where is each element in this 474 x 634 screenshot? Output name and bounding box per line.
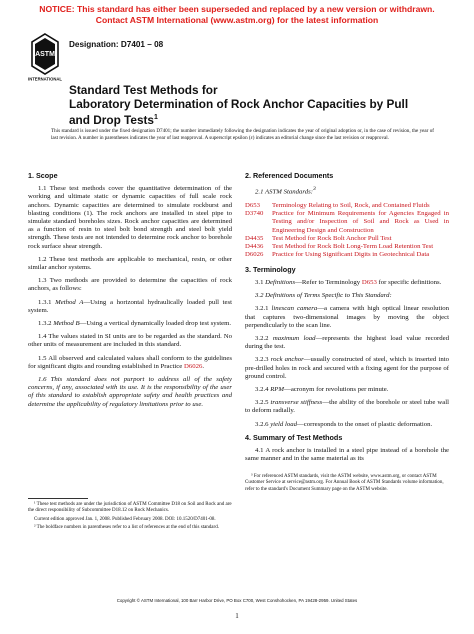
reference-item[interactable]: D4436 Test Method for Rock Bolt Long-Term Load Retention Test [245, 243, 434, 251]
scope-1-6: 1.6 This standard does not purport to address all of the safety concerns, if any, associated with its use. It is the responsibility of the user of this standard to establish appropriate safety and health practices and determine the applicability of regulatory limitations prior to use. [28, 376, 232, 408]
footnotes-right [245, 474, 449, 495]
footnote-2: ² The boldface numbers in parentheses refer to a list of references at the end of this standard. [34, 525, 219, 531]
astm-logo-icon [30, 32, 60, 82]
reference-item[interactable]: D4435 Test Method for Rock Bolt Anchor Pull Test [245, 234, 392, 242]
term-3-2: 3.2 Definitions of Terms Specific to This Standard: [255, 292, 392, 300]
reference-list [245, 202, 449, 260]
footnote-divider [28, 498, 88, 499]
supersede-notice [0, 4, 474, 25]
scope-1-3: 1.3 Two methods are provided to determine the capacities of rock anchors, as follows: [28, 277, 232, 293]
terminology-heading: 3. Terminology [245, 264, 296, 274]
summary-heading: 4. Summary of Test Methods [245, 432, 343, 442]
reference-item[interactable]: D6026 Practice for Using Significant Digits in Geotechnical Data [245, 251, 430, 259]
term-3-2-5: 3.2.5 transverse stiffness—the ability of the borehole or steel tube wall to deform radially. [245, 399, 450, 415]
d653-link[interactable]: D653 [361, 278, 377, 286]
term-3-2-4: 3.2.4 RPM—acronym for revolutions per minute. [255, 385, 389, 393]
d6026-link[interactable]: D6026 [183, 362, 203, 370]
astm-standards-sub: 2.1 ASTM Standards:$^3$ [255, 186, 316, 196]
scope-heading: 1. Scope [28, 171, 58, 180]
footnote-edition: Current edition approved Jan. 1, 2008. Published February 2008. DOI: 10.1520/D7401-08. [34, 516, 216, 522]
svg-text:INTERNATIONAL: INTERNATIONAL [28, 76, 62, 82]
copyright-line: Copyright © ASTM International, 100 Barr Harbor Drive, PO Box C700, West Conshohocken, PA 19428-2959. United States [116, 598, 358, 603]
right-column [245, 172, 449, 468]
document-title [69, 83, 449, 127]
svg-text:ASTM: ASTM [35, 51, 55, 58]
scope-1-1: 1.1 These test methods cover the quantitative determination of the working and ultimate static or dynamic capacities of full scale rock anchors. Dynamic capacities are determined to simulate rockburst and blasting conditions (1). The rock anchors are installed in steel pipe to simulate standard boreholes sizes. Rock anchor capacities are determined as a function of resin to steel bolt bond strength and steel bolt yield strength. These tests are not intended to determine rock anchor to borehole rock surface shear strength. [28, 185, 232, 250]
title-line-2: Laboratory Determination of Rock Anchor Capacities by Pull [69, 97, 409, 111]
summary-4-1: 4.1 A rock anchor is installed in a steel pipe instead of a borehole the same manner and in the same material as its [245, 446, 449, 463]
scope-1-3-2: 1.3.2 Method B—Using a vertical dynamically loaded drop test system. [38, 320, 232, 328]
page-number: 1 [235, 612, 239, 620]
notice-line-1: NOTICE: This standard has either been superseded and replaced by a new version or withdrawn. [39, 4, 435, 14]
scope-1-2: 1.2 These test methods are applicable to mechanical, resin, or other similar anchor systems. [28, 255, 232, 272]
reference-item[interactable]: D3740 Practice for Minimum Requirements for Agencies Engaged in Testing and/or Inspection of Soil and Rock as Used in Engineering Design and Construction [245, 209, 449, 234]
designation: Designation: D7401 – 08 [69, 40, 164, 49]
intro-paragraph: This standard is issued under the fixed designation D7401; the number immediately following the designation indicates the year of original adoption or, in the case of revision, the year of last revision. A number in parentheses indicates the year of last reapproval. A superscript epsilon (ε) indicates an editorial change since the last revision or reapproval. [51, 128, 434, 141]
term-3-2-2: 3.2.2 maximum load—represents the highest load value recorded during the test. [245, 334, 449, 351]
footnote-1: ¹ These test methods are under the jurisdiction of ASTM Committee D18 on Soil and Rock and are the direct responsibility of Subcommittee D18.12 on Rock Mechanics. [28, 502, 232, 514]
left-column [28, 172, 232, 414]
footnote-3: ³ For referenced ASTM standards, visit the ASTM website, www.astm.org, or contact ASTM Customer Service at service@astm.org. For Annual Book of ASTM Standards volume information, refer to the standard's Document Summary page on the ASTM website. [245, 474, 444, 492]
referenced-heading: 2. Referenced Documents [245, 171, 334, 180]
term-3-2-6: 3.2.6 yield load—corresponds to the onset of plastic deformation. [255, 420, 433, 428]
reference-item[interactable]: D653 Terminology Relating to Soil, Rock, and Contained Fluids [245, 201, 430, 209]
scope-1-3-1: 1.3.1 Method A—Using a horizontal hydraulically loaded pull test system. [28, 298, 233, 314]
term-3-1: 3.1 Definitions—Refer to Terminology D653 for specific definitions. [255, 278, 442, 286]
title-line-3: and Drop Tests$^1$ [69, 112, 158, 127]
term-3-2-1: 3.2.1 linescan camera—a camera with high optical linear resolution that captures two-dimensional images by moving the object perpendicularly to the scan line. [245, 305, 449, 329]
term-3-2-3: 3.2.3 rock anchor—usually constructed of steel, which is inserted into pre-drilled holes in rock and secured with a fixing agent for the purpose of ground control. [245, 356, 449, 380]
scope-1-4: 1.4 The values stated in SI units are to be regarded as the standard. No other units of measurement are included in this standard. [28, 333, 232, 349]
scope-1-5: 1.5 All observed and calculated values shall conform to the guidelines for significant digits and rounding established in Practice D6026. [28, 354, 232, 370]
footnotes-left [28, 502, 232, 534]
title-line-1: Standard Test Methods for [69, 83, 218, 97]
notice-line-2: Contact ASTM International (www.astm.org) for the latest information [95, 14, 379, 25]
